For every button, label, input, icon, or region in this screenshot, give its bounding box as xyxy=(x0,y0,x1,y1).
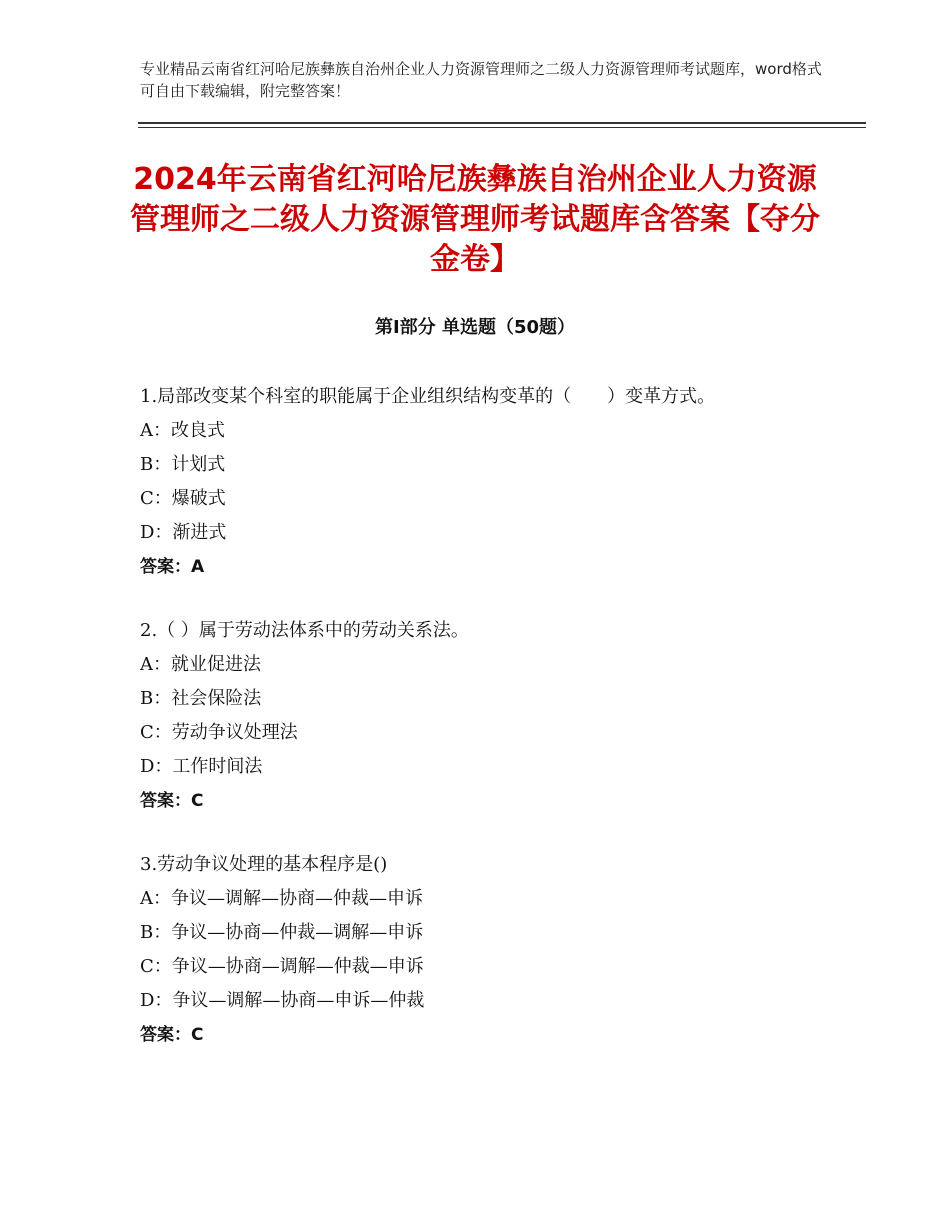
question-option-a: A：就业促进法 xyxy=(140,654,261,675)
question-answer: 答案：C xyxy=(140,1025,204,1045)
question-option-d: D：工作时间法 xyxy=(140,756,263,777)
question-option-b: B：争议—协商—仲裁—调解—申诉 xyxy=(140,922,424,943)
question-answer: 答案：A xyxy=(140,557,205,577)
question-option-c: C：劳动争议处理法 xyxy=(140,722,298,743)
question-option-a: A：争议—调解—协商—仲裁—申诉 xyxy=(140,888,423,909)
document-title: 2024年云南省红河哈尼族彝族自治州企业人力资源管理师之二级人力资源管理师考试题库含答案【夺分金卷】 xyxy=(130,162,820,277)
header-divider xyxy=(138,122,866,124)
question-list xyxy=(140,380,820,1082)
question-option-b: B：社会保险法 xyxy=(140,688,262,709)
header-note: 专业精品云南省红河哈尼族彝族自治州企业人力资源管理师之二级人力资源管理师考试题库，word格式可自由下载编辑，附完整答案！ xyxy=(140,60,822,100)
question-option-c: C：爆破式 xyxy=(140,488,226,509)
question-option-d: D：渐进式 xyxy=(140,522,227,543)
question-option-d: D：争议—调解—协商—申诉—仲裁 xyxy=(140,990,425,1011)
section-title: 第Ⅰ部分 单选题（50题） xyxy=(374,317,575,338)
header-divider-thin xyxy=(138,127,866,128)
question-1 xyxy=(140,380,820,584)
question-stem: 2.（ ）属于劳动法体系中的劳动关系法。 xyxy=(140,620,469,641)
question-option-a: A：改良式 xyxy=(140,420,225,441)
question-2 xyxy=(140,614,820,818)
question-option-b: B：计划式 xyxy=(140,454,226,475)
question-stem: 1.局部改变某个科室的职能属于企业组织结构变革的（ ）变革方式。 xyxy=(140,386,716,407)
question-option-c: C：争议—协商—调解—仲裁—申诉 xyxy=(140,956,424,977)
question-stem: 3.劳动争议处理的基本程序是() xyxy=(140,854,388,875)
question-answer: 答案：C xyxy=(140,791,204,811)
question-3 xyxy=(140,848,820,1052)
